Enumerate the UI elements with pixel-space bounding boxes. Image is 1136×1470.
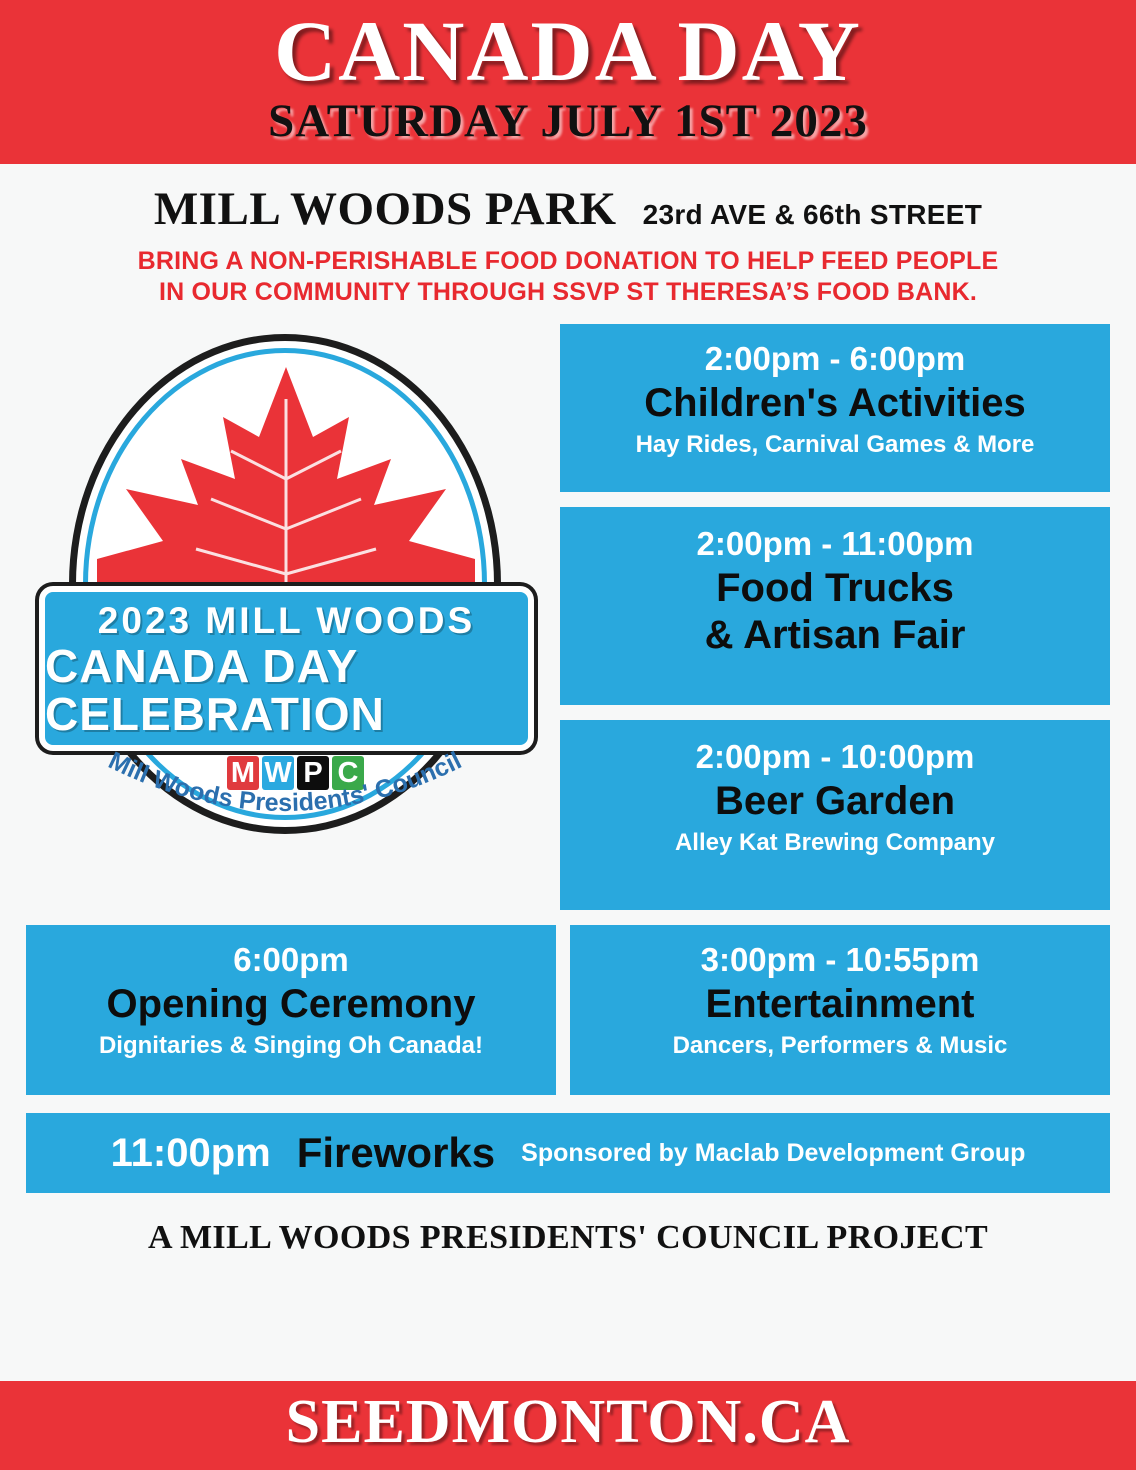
card-title-line-1: Food Trucks bbox=[716, 565, 954, 610]
card-note: Hay Rides, Carnival Games & More bbox=[635, 430, 1035, 458]
website-link[interactable]: SEEDMONTON.CA bbox=[285, 1388, 851, 1456]
schedule-card-fireworks bbox=[26, 1113, 1110, 1193]
logo-column bbox=[26, 324, 546, 844]
logo-ribbon-line-2: CANADA DAY CELEBRATION bbox=[45, 639, 385, 740]
svg-text:Mill Woods Presidents' Council bbox=[104, 747, 466, 818]
logo-ribbon bbox=[39, 586, 534, 751]
logo-ribbon-line-1: 2023 MILL WOODS bbox=[97, 599, 476, 641]
venue-cross-street: 23rd AVE & 66th STREET bbox=[642, 198, 983, 230]
card-time: 3:00pm - 10:55pm bbox=[700, 941, 980, 979]
council-arc-text bbox=[85, 742, 485, 842]
mwpc-letter-w: W bbox=[262, 756, 294, 790]
schedule-card-food-trucks bbox=[560, 507, 1110, 705]
top-section bbox=[26, 324, 1110, 910]
fireworks-sponsor: Sponsored by Maclab Development Group bbox=[521, 1138, 1026, 1167]
council-name: Mill Woods Presidents' Council bbox=[104, 746, 466, 818]
card-note: Alley Kat Brewing Company bbox=[674, 828, 996, 856]
fireworks-time: 11:00pm bbox=[110, 1130, 271, 1175]
fireworks-title: Fireworks bbox=[296, 1129, 496, 1177]
card-time: 2:00pm - 10:00pm bbox=[695, 738, 975, 776]
event-logo bbox=[31, 324, 541, 844]
venue-name: MILL WOODS PARK bbox=[153, 182, 617, 235]
schedule-card-entertainment bbox=[570, 925, 1110, 1095]
project-credit: A MILL WOODS PRESIDENTS' COUNCIL PROJECT bbox=[147, 1219, 989, 1257]
mwpc-letter-p: P bbox=[297, 756, 329, 790]
poster-footer-banner bbox=[0, 1381, 1136, 1470]
card-title: Entertainment bbox=[705, 981, 975, 1026]
card-title: Children's Activities bbox=[644, 380, 1026, 425]
card-title-line-2: & Artisan Fair bbox=[704, 612, 966, 657]
card-note: Dignitaries & Singing Oh Canada! bbox=[98, 1031, 484, 1059]
event-date: SATURDAY JULY 1ST 2023 bbox=[268, 95, 868, 148]
middle-section bbox=[26, 925, 1110, 1095]
card-time: 2:00pm - 6:00pm bbox=[704, 340, 966, 378]
schedule-card-childrens-activities bbox=[560, 324, 1110, 492]
poster-header-banner bbox=[0, 0, 1136, 164]
card-time: 2:00pm - 11:00pm bbox=[696, 525, 974, 563]
page-title: CANADA DAY bbox=[274, 3, 862, 99]
donation-line-1: BRING A NON-PERISHABLE FOOD DONATION TO HELP FEED PEOPLE bbox=[137, 246, 999, 275]
schedule-card-opening-ceremony bbox=[26, 925, 556, 1095]
poster-body bbox=[0, 308, 1136, 1277]
mwpc-letter-c: C bbox=[332, 756, 364, 790]
card-title: Opening Ceremony bbox=[106, 981, 476, 1026]
donation-line-2: IN OUR COMMUNITY THROUGH SSVP ST THERESA’S FOOD BANK. bbox=[158, 278, 978, 307]
schedule-card-beer-garden bbox=[560, 720, 1110, 910]
venue-row bbox=[0, 164, 1136, 240]
card-note: Dancers, Performers & Music bbox=[672, 1031, 1008, 1059]
mwpc-letter-m: M bbox=[227, 756, 259, 790]
donation-notice bbox=[0, 240, 1136, 309]
card-time: 6:00pm bbox=[233, 941, 349, 979]
card-title: Beer Garden bbox=[714, 778, 956, 823]
schedule-cards-column bbox=[560, 324, 1110, 910]
